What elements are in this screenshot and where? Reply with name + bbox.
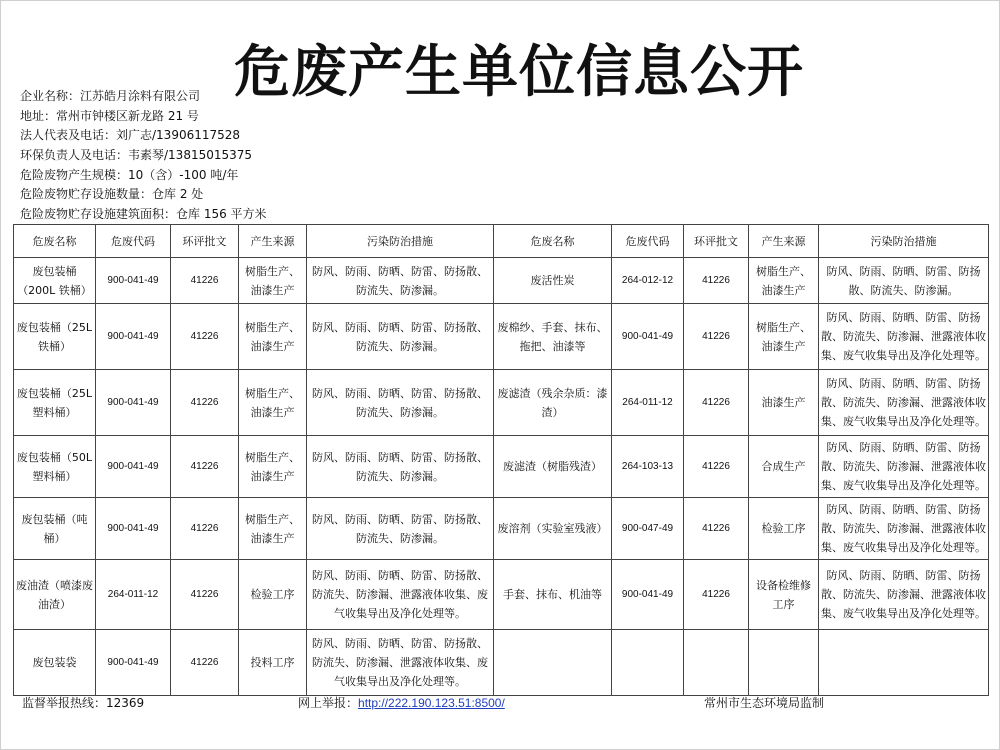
waste-code-cell: 900-041-49 [96, 630, 171, 696]
waste-name-cell: 废油渣（喷漆废油渣） [14, 560, 96, 630]
measures-cell: 防风、防雨、防晒、防雷、防扬散、防流失、防渗漏、泄露液体收集、废气收集导出及净化处理等。 [307, 630, 494, 696]
header-pollution-measures: 污染防治措施 [307, 225, 494, 258]
source-cell: 检验工序 [749, 498, 819, 560]
legal-representative: 法人代表及电话：刘广志/13906117528 [20, 128, 241, 142]
waste-name-cell: 废滤渣（树脂残渣） [494, 436, 612, 498]
approval-cell: 41226 [684, 560, 749, 630]
source-cell: 树脂生产、油漆生产 [239, 304, 307, 370]
header-waste-name: 危废名称 [14, 225, 96, 258]
approval-cell: 41226 [171, 436, 239, 498]
online-report [298, 695, 505, 711]
measures-cell: 防风、防雨、防晒、防雷、防扬散、防流失、防渗漏。 [307, 370, 494, 436]
measures-cell: 防风、防雨、防晒、防雷、防扬散、防流失、防渗漏。 [819, 258, 989, 304]
waste-code-cell: 900-041-49 [96, 258, 171, 304]
source-cell: 树脂生产、油漆生产 [749, 304, 819, 370]
approval-cell: 41226 [171, 370, 239, 436]
waste-name-cell [494, 630, 612, 696]
waste-name-cell: 手套、抹布、机油等 [494, 560, 612, 630]
table-row [14, 304, 989, 370]
waste-code-cell: 900-047-49 [612, 498, 684, 560]
source-cell: 合成生产 [749, 436, 819, 498]
source-cell: 树脂生产、油漆生产 [239, 436, 307, 498]
measures-cell: 防风、防雨、防晒、防雷、防扬散、防流失、防渗漏、泄露液体收集、废气收集导出及净化处理等。 [819, 370, 989, 436]
measures-cell: 防风、防雨、防晒、防雷、防扬散、防流失、防渗漏、泄露液体收集、废气收集导出及净化处理等。 [819, 498, 989, 560]
waste-code-cell: 900-041-49 [96, 370, 171, 436]
waste-name-cell: 废溶剂（实验室残液） [494, 498, 612, 560]
waste-name-cell: 废包装袋 [14, 630, 96, 696]
report-hotline: 监督举报热线：12369 [22, 696, 145, 710]
approval-cell: 41226 [171, 630, 239, 696]
measures-cell: 防风、防雨、防晒、防雷、防扬散、防流失、防渗漏、泄露液体收集、废气收集导出及净化处理等。 [819, 560, 989, 630]
header-eia-approval: 环评批文 [171, 225, 239, 258]
source-cell: 检验工序 [239, 560, 307, 630]
waste-name-cell: 废活性炭 [494, 258, 612, 304]
source-cell: 树脂生产、油漆生产 [239, 370, 307, 436]
page-title: 危废产生单位信息公开 [234, 39, 804, 105]
waste-code-cell: 900-041-49 [96, 436, 171, 498]
company-address: 地址：常州市钟楼区新龙路 21 号 [20, 109, 199, 123]
table-row [14, 498, 989, 560]
approval-cell: 41226 [171, 304, 239, 370]
online-report-link[interactable]: http://222.190.123.51:8500/ [358, 696, 505, 710]
table-header-row [14, 225, 989, 258]
approval-cell: 41226 [684, 304, 749, 370]
waste-code-cell [612, 630, 684, 696]
measures-cell: 防风、防雨、防晒、防雷、防扬散、防流失、防渗漏、泄露液体收集、废气收集导出及净化处理等。 [307, 560, 494, 630]
header-eia-approval: 环评批文 [684, 225, 749, 258]
approval-cell: 41226 [171, 498, 239, 560]
waste-code-cell: 264-011-12 [96, 560, 171, 630]
waste-code-cell: 264-011-12 [612, 370, 684, 436]
online-report-label: 网上举报： [298, 696, 359, 710]
source-cell: 树脂生产、油漆生产 [239, 498, 307, 560]
approval-cell [684, 630, 749, 696]
waste-name-cell: 废棉纱、手套、抹布、拖把、油漆等 [494, 304, 612, 370]
measures-cell: 防风、防雨、防晒、防雷、防扬散、防流失、防渗漏。 [307, 258, 494, 304]
table-row [14, 370, 989, 436]
hazardous-waste-table [13, 224, 989, 696]
table-row [14, 560, 989, 630]
source-cell: 树脂生产、油漆生产 [239, 258, 307, 304]
header-source: 产生来源 [749, 225, 819, 258]
waste-code-cell: 900-041-49 [96, 304, 171, 370]
approval-cell: 41226 [684, 498, 749, 560]
waste-name-cell: 废包装桶（25L 铁桶） [14, 304, 96, 370]
waste-code-cell: 900-041-49 [96, 498, 171, 560]
table-row [14, 436, 989, 498]
header-waste-code: 危废代码 [612, 225, 684, 258]
approval-cell: 41226 [684, 370, 749, 436]
source-cell: 油漆生产 [749, 370, 819, 436]
table-row [14, 258, 989, 304]
supervisor-credit: 常州市生态环境局监制 [704, 696, 825, 710]
header-waste-code: 危废代码 [96, 225, 171, 258]
approval-cell: 41226 [171, 560, 239, 630]
waste-name-cell: 废包装桶（50L 塑料桶） [14, 436, 96, 498]
source-cell: 树脂生产、油漆生产 [749, 258, 819, 304]
header-waste-name: 危废名称 [494, 225, 612, 258]
source-cell: 设备检维修工序 [749, 560, 819, 630]
storage-facility-area: 危险废物贮存设施建筑面积：仓库 156 平方米 [20, 207, 267, 221]
measures-cell: 防风、防雨、防晒、防雷、防扬散、防流失、防渗漏、泄露液体收集、废气收集导出及净化处理等。 [819, 436, 989, 498]
source-cell: 投料工序 [239, 630, 307, 696]
waste-code-cell: 900-041-49 [612, 560, 684, 630]
table-row [14, 630, 989, 696]
waste-code-cell: 900-041-49 [612, 304, 684, 370]
measures-cell: 防风、防雨、防晒、防雷、防扬散、防流失、防渗漏。 [307, 436, 494, 498]
environmental-manager: 环保负责人及电话：韦素琴/13815015375 [20, 148, 253, 162]
waste-code-cell: 264-103-13 [612, 436, 684, 498]
header-pollution-measures: 污染防治措施 [819, 225, 989, 258]
waste-generation-scale: 危险废物产生规模：10（含）-100 吨/年 [20, 168, 239, 182]
company-name: 企业名称：江苏皓月涂料有限公司 [20, 89, 201, 103]
approval-cell: 41226 [684, 436, 749, 498]
storage-facility-count: 危险废物贮存设施数量：仓库 2 处 [20, 187, 204, 201]
measures-cell: 防风、防雨、防晒、防雷、防扬散、防流失、防渗漏。 [307, 304, 494, 370]
measures-cell [819, 630, 989, 696]
waste-name-cell: 废包装桶（200L 铁桶） [14, 258, 96, 304]
approval-cell: 41226 [171, 258, 239, 304]
header-source: 产生来源 [239, 225, 307, 258]
measures-cell: 防风、防雨、防晒、防雷、防扬散、防流失、防渗漏。 [307, 498, 494, 560]
waste-name-cell: 废滤渣（残余杂质：漆渣） [494, 370, 612, 436]
waste-code-cell: 264-012-12 [612, 258, 684, 304]
measures-cell: 防风、防雨、防晒、防雷、防扬散、防流失、防渗漏、泄露液体收集、废气收集导出及净化处理等。 [819, 304, 989, 370]
source-cell [749, 630, 819, 696]
waste-name-cell: 废包装桶（吨桶） [14, 498, 96, 560]
approval-cell: 41226 [684, 258, 749, 304]
waste-name-cell: 废包装桶（25L 塑料桶） [14, 370, 96, 436]
